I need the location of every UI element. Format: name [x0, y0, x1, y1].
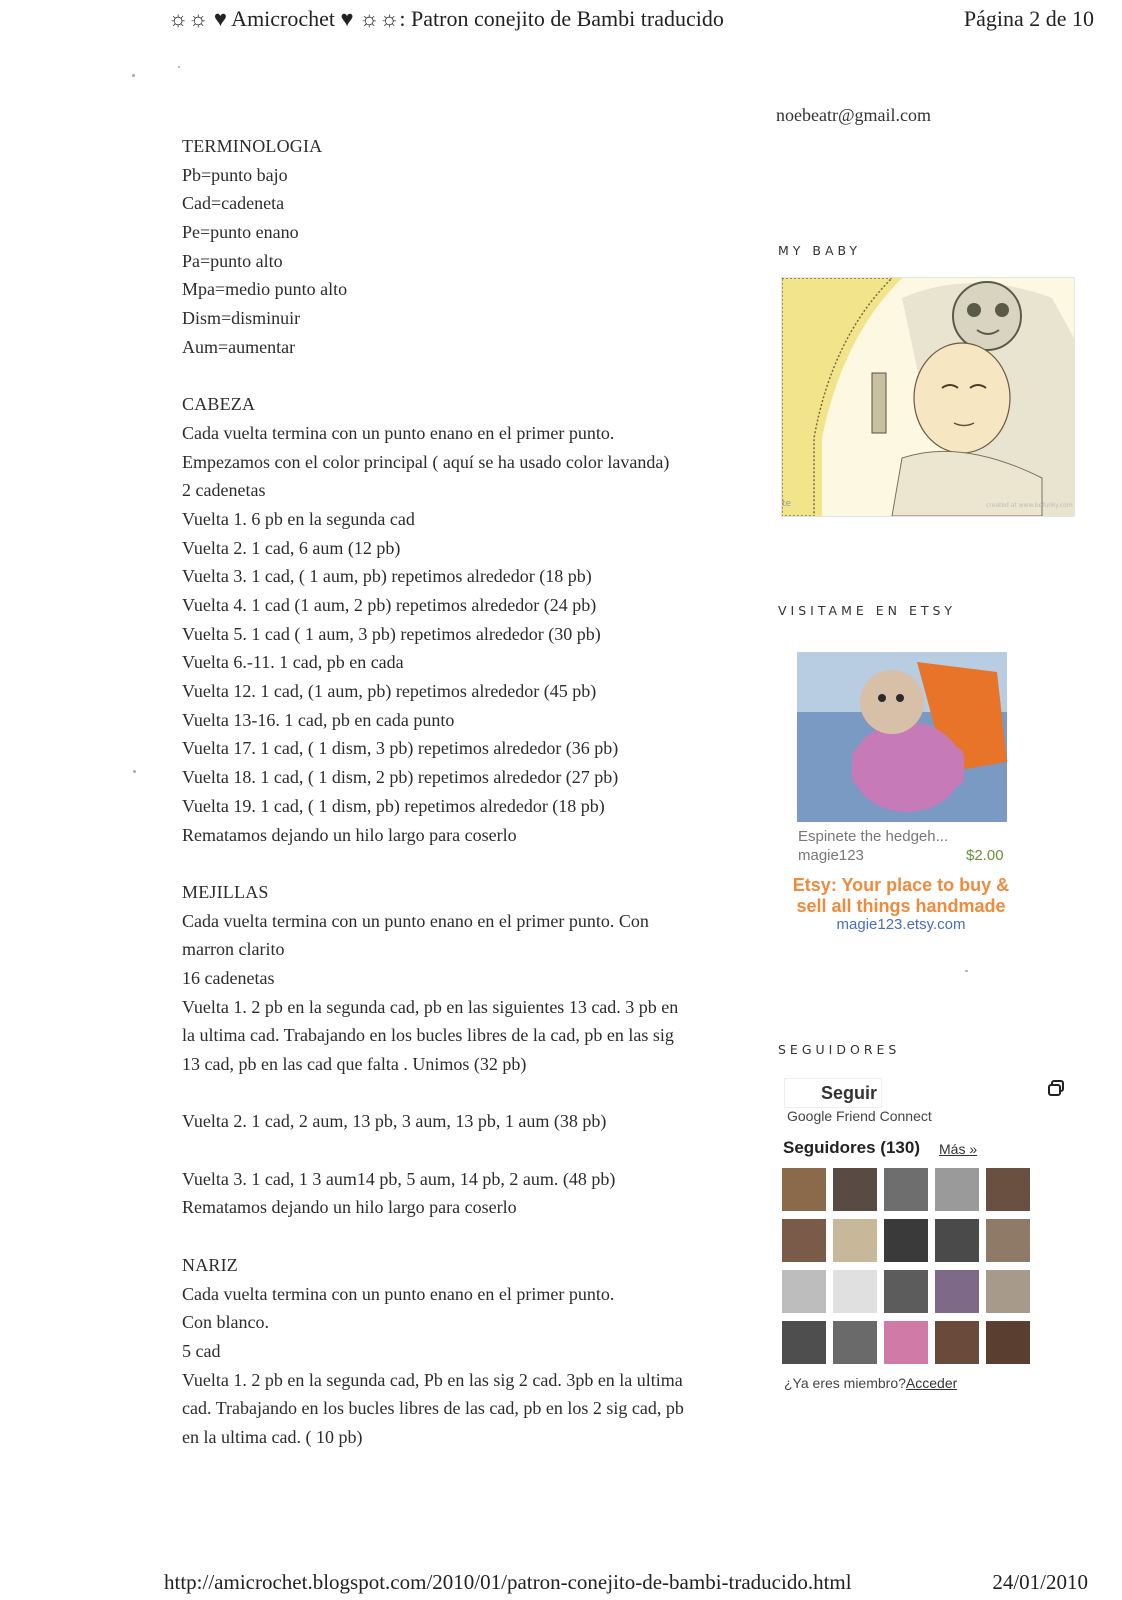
- etsy-shop-link[interactable]: magie123.etsy.com: [836, 916, 966, 933]
- follower-avatar[interactable]: [833, 1321, 877, 1364]
- follower-avatar-grid: [782, 1168, 1042, 1368]
- text-line: Cada vuelta termina con un punto enano en el primer punto.: [182, 1283, 615, 1304]
- page-url: http://amicrochet.blogspot.com/2010/01/patron-conejito-de-bambi-traducido.html: [164, 1570, 852, 1594]
- follower-avatar[interactable]: [782, 1168, 826, 1211]
- text-line: Pe=punto enano: [182, 222, 299, 243]
- follow-button[interactable]: Seguir: [821, 1083, 878, 1103]
- follower-avatar[interactable]: [935, 1270, 979, 1313]
- text-line: la ultima cad. Trabajando en los bucles libres de la cad, pb en las sig: [182, 1025, 674, 1046]
- text-line: Dism=disminuir: [182, 308, 301, 329]
- follower-avatar[interactable]: [935, 1219, 979, 1262]
- text-line: 16 cadenetas: [182, 967, 275, 988]
- my-baby-title: MY BABY: [778, 243, 862, 258]
- google-friend-connect-label: Google Friend Connect: [787, 1108, 932, 1124]
- member-question: ¿Ya eres miembro?: [784, 1375, 906, 1391]
- popup-window-icon[interactable]: [1048, 1080, 1064, 1096]
- scan-speck: [132, 74, 135, 77]
- text-line: en la ultima cad. ( 10 pb): [182, 1426, 363, 1447]
- follower-avatar[interactable]: [833, 1219, 877, 1262]
- follower-avatar[interactable]: [782, 1321, 826, 1364]
- text-line: 2 cadenetas: [182, 480, 266, 501]
- follower-avatar[interactable]: [884, 1270, 928, 1313]
- text-line: Rematamos dejando un hilo largo para coserlo: [182, 824, 517, 845]
- member-prompt: [784, 1375, 957, 1391]
- text-line: marron clarito: [182, 939, 285, 960]
- text-line: Vuelta 1. 6 pb en la segunda cad: [182, 508, 415, 529]
- baby-caption: te: [782, 499, 792, 509]
- text-line: Vuelta 1. 2 pb en la segunda cad, Pb en las sig 2 cad. 3pb en la ultima: [182, 1369, 683, 1390]
- text-line: cad. Trabajando en los bucles libres de las cad, pb en los 2 sig cad, pb: [182, 1398, 684, 1419]
- pattern-content: [182, 132, 742, 1480]
- section-cabeza: [182, 390, 742, 849]
- follower-avatar[interactable]: [782, 1270, 826, 1313]
- text-line: Vuelta 2. 1 cad, 6 aum (12 pb): [182, 537, 401, 558]
- follower-avatar[interactable]: [935, 1168, 979, 1211]
- scan-speck: [178, 66, 180, 68]
- scan-speck: [965, 970, 968, 972]
- contact-email[interactable]: noebeatr@gmail.com: [776, 105, 932, 125]
- follower-avatar[interactable]: [884, 1168, 928, 1211]
- section-mejillas: [182, 878, 742, 1222]
- follower-avatar[interactable]: [884, 1321, 928, 1364]
- text-line: Cad=cadeneta: [182, 193, 285, 214]
- baby-photo-frame: [781, 277, 1075, 517]
- text-line: 13 cad, pb en las cad que falta . Unimos (32 pb): [182, 1054, 527, 1074]
- etsy-tagline-1: Etsy: Your place to buy &: [792, 875, 1010, 895]
- text-line: Vuelta 12. 1 cad, (1 aum, pb) repetimos alrededor (45 pb): [182, 681, 597, 702]
- section-heading: CABEZA: [182, 394, 256, 415]
- follower-avatar[interactable]: [833, 1270, 877, 1313]
- baby-photo: [782, 278, 1074, 516]
- text-line: Vuelta 13-16. 1 cad, pb en cada punto: [182, 709, 455, 730]
- follower-avatar[interactable]: [986, 1321, 1030, 1364]
- text-line: Pb=punto bajo: [182, 164, 288, 185]
- text-line: Rematamos dejando un hilo largo para coserlo: [182, 1197, 517, 1218]
- follower-avatar[interactable]: [782, 1219, 826, 1262]
- section-nariz: [182, 1251, 742, 1452]
- text-line: Vuelta 3. 1 cad, 1 3 aum14 pb, 5 aum, 14 pb, 2 aum. (48 pb): [182, 1168, 616, 1189]
- text-line: 5 cad: [182, 1340, 221, 1361]
- page-number: Página 2 de 10: [963, 6, 1094, 31]
- text-line: Cada vuelta termina con un punto enano en el primer punto.: [182, 422, 615, 443]
- section-heading: TERMINOLOGIA: [182, 136, 323, 156]
- text-line: Vuelta 18. 1 cad, ( 1 dism, 2 pb) repetimos alrededor (27 pb): [182, 767, 619, 788]
- scan-speck: [133, 770, 136, 773]
- baby-credit: created at www.befunky.com: [986, 502, 1073, 509]
- follower-avatar[interactable]: [833, 1168, 877, 1211]
- etsy-shop-name[interactable]: magie123: [798, 847, 864, 864]
- follower-avatar[interactable]: [986, 1168, 1030, 1211]
- text-line: Mpa=medio punto alto: [182, 279, 348, 300]
- text-line: Vuelta 4. 1 cad (1 aum, 2 pb) repetimos alrededor (24 pb): [182, 595, 597, 615]
- text-line: Pa=punto alto: [182, 250, 283, 271]
- text-line: Vuelta 3. 1 cad, ( 1 aum, pb) repetimos alrededor (18 pb): [182, 566, 592, 587]
- etsy-price: $2.00: [966, 847, 1004, 864]
- text-line: Empezamos con el color principal ( aquí se ha usado color lavanda): [182, 451, 670, 472]
- text-line: Vuelta 19. 1 cad, ( 1 dism, pb) repetimos alrededor (18 pb): [182, 795, 605, 816]
- section-terminologia: [182, 132, 742, 362]
- follower-avatar[interactable]: [986, 1219, 1030, 1262]
- etsy-item-name[interactable]: Espinete the hedgeh...: [798, 828, 949, 845]
- text-line: Con blanco.: [182, 1312, 269, 1333]
- more-followers-link[interactable]: Más »: [939, 1141, 978, 1157]
- text-line: Aum=aumentar: [182, 336, 296, 357]
- etsy-tagline[interactable]: [776, 875, 1026, 917]
- page-title: ☼☼ ♥ Amicrochet ♥ ☼☼: Patron conejito de Bambi traducido: [168, 6, 724, 31]
- etsy-product-image[interactable]: [797, 652, 1007, 822]
- etsy-title: VISITAME EN ETSY: [778, 603, 957, 618]
- text-line: Vuelta 6.-11. 1 cad, pb en cada: [182, 652, 404, 673]
- follower-avatar[interactable]: [884, 1219, 928, 1262]
- page-footer: [0, 1570, 1122, 1600]
- section-heading: MEJILLAS: [182, 881, 269, 902]
- text-line: Vuelta 5. 1 cad ( 1 aum, 3 pb) repetimos alrededor (30 pb): [182, 623, 601, 644]
- text-line: Cada vuelta termina con un punto enano en el primer punto. Con: [182, 910, 649, 931]
- print-date: 24/01/2010: [992, 1570, 1088, 1594]
- text-line: [182, 1079, 742, 1108]
- followers-title: SEGUIDORES: [778, 1042, 901, 1057]
- text-line: Vuelta 17. 1 cad, ( 1 dism, 3 pb) repetimos alrededor (36 pb): [182, 738, 619, 759]
- page-header: [0, 6, 1122, 36]
- followers-count: Seguidores (130): [783, 1138, 920, 1157]
- login-link[interactable]: Acceder: [905, 1375, 958, 1391]
- follower-avatar[interactable]: [986, 1270, 1030, 1313]
- text-line: Vuelta 2. 1 cad, 2 aum, 13 pb, 3 aum, 13 pb, 1 aum (38 pb): [182, 1111, 607, 1132]
- section-heading: NARIZ: [182, 1254, 238, 1275]
- text-line: [182, 1136, 742, 1165]
- text-line: Vuelta 1. 2 pb en la segunda cad, pb en las siguientes 13 cad. 3 pb en: [182, 996, 679, 1017]
- etsy-tagline-2: sell all things handmade: [796, 896, 1006, 916]
- follower-avatar[interactable]: [935, 1321, 979, 1364]
